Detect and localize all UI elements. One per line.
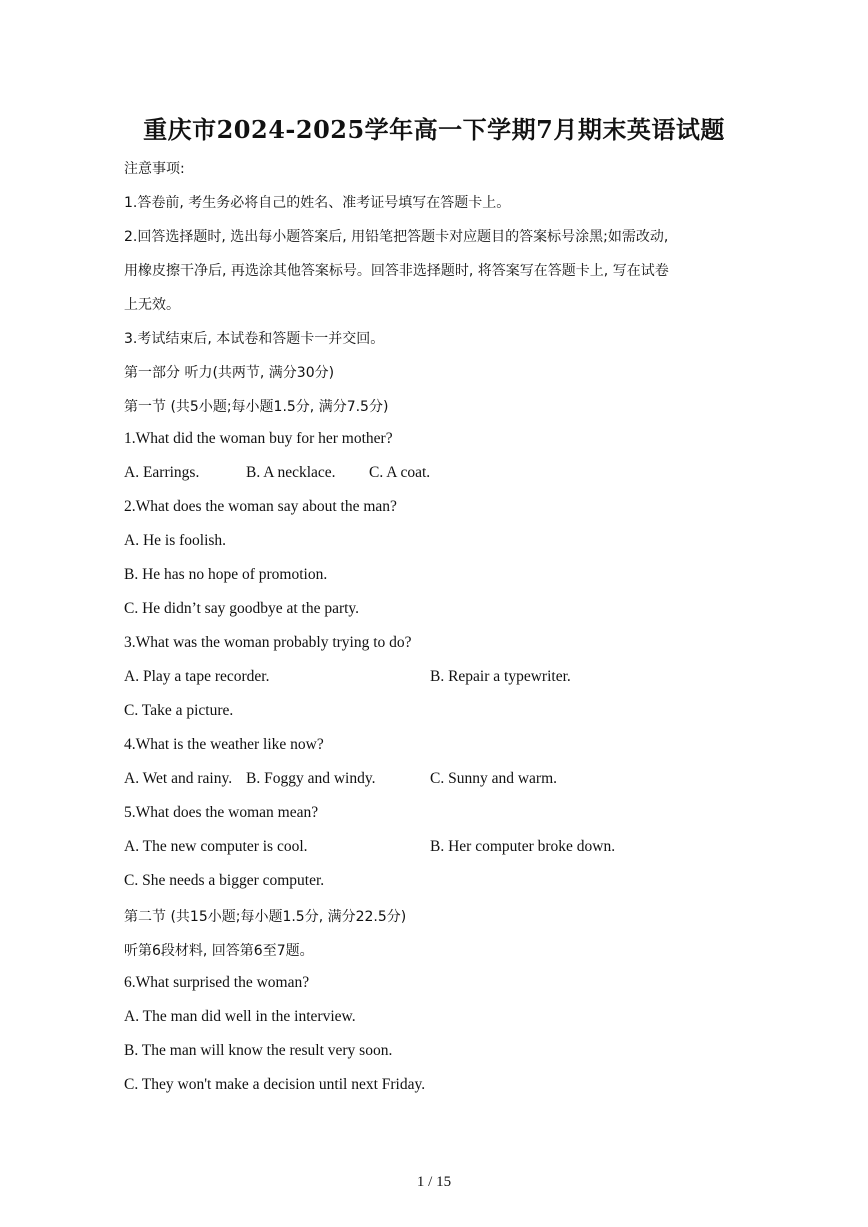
notice-heading: 注意事项: (124, 161, 185, 177)
option-b: B. Her computer broke down. (430, 838, 616, 855)
instruction-q6-7: 听第6段材料, 回答第6至7题。 (124, 943, 314, 959)
option-c: C. Take a picture. (124, 702, 234, 719)
option-a: A. He is foolish. (124, 532, 227, 549)
option-a: A. Play a tape recorder. (124, 668, 270, 685)
option-a: A. Wet and rainy. (124, 770, 233, 787)
question-options-row (124, 464, 431, 482)
question-stem: 5.What does the woman mean? (124, 804, 319, 821)
option-c: C. A coat. (369, 464, 431, 481)
notice-item-1: 1.答卷前, 考生务必将自己的姓名、准考证号填写在答题卡上。 (124, 195, 511, 211)
option-b: B. Foggy and windy. (246, 770, 376, 787)
notice-item-2-line-1: 2.回答选择题时, 选出每小题答案后, 用铅笔把答题卡对应题目的答案标号涂黑;如需改动, (124, 229, 669, 245)
option-b: B. Repair a typewriter. (430, 668, 571, 685)
option-c: C. They won't make a decision until next Friday. (124, 1076, 426, 1093)
option-a: A. Earrings. (124, 464, 200, 481)
part1-heading: 第一部分 听力(共两节, 满分30分) (124, 365, 335, 381)
notice-item-3: 3.考试结束后, 本试卷和答题卡一并交回。 (124, 331, 385, 347)
notice-item-2-line-3: 上无效。 (124, 297, 180, 313)
option-c: C. He didn’t say goodbye at the party. (124, 600, 360, 617)
question-stem: 4.What is the weather like now? (124, 736, 324, 753)
option-c: C. She needs a bigger computer. (124, 872, 325, 889)
question-options-row (124, 770, 376, 788)
option-b: B. A necklace. (246, 464, 336, 481)
page-title: 重庆市2024-2025学年高一下学期7月期末英语试题 (143, 115, 725, 144)
notice-item-2-line-2: 用橡皮擦干净后, 再选涂其他答案标号。回答非选择题时, 将答案写在答题卡上, 写在试卷 (124, 263, 669, 279)
section2-heading: 第二节 (共15小题;每小题1.5分, 满分22.5分) (124, 909, 407, 925)
question-stem: 6.What surprised the woman? (124, 974, 310, 991)
option-a: A. The new computer is cool. (124, 838, 308, 855)
option-c: C. Sunny and warm. (430, 770, 558, 787)
question-stem: 3.What was the woman probably trying to do? (124, 634, 412, 651)
option-b: B. He has no hope of promotion. (124, 566, 328, 583)
page-number: 1 / 15 (416, 1174, 452, 1190)
option-a: A. The man did well in the interview. (124, 1008, 356, 1025)
question-stem: 1.What did the woman buy for her mother? (124, 430, 393, 447)
section1-heading: 第一节 (共5小题;每小题1.5分, 满分7.5分) (124, 399, 389, 415)
option-b: B. The man will know the result very soon. (124, 1042, 393, 1059)
question-stem: 2.What does the woman say about the man? (124, 498, 397, 515)
